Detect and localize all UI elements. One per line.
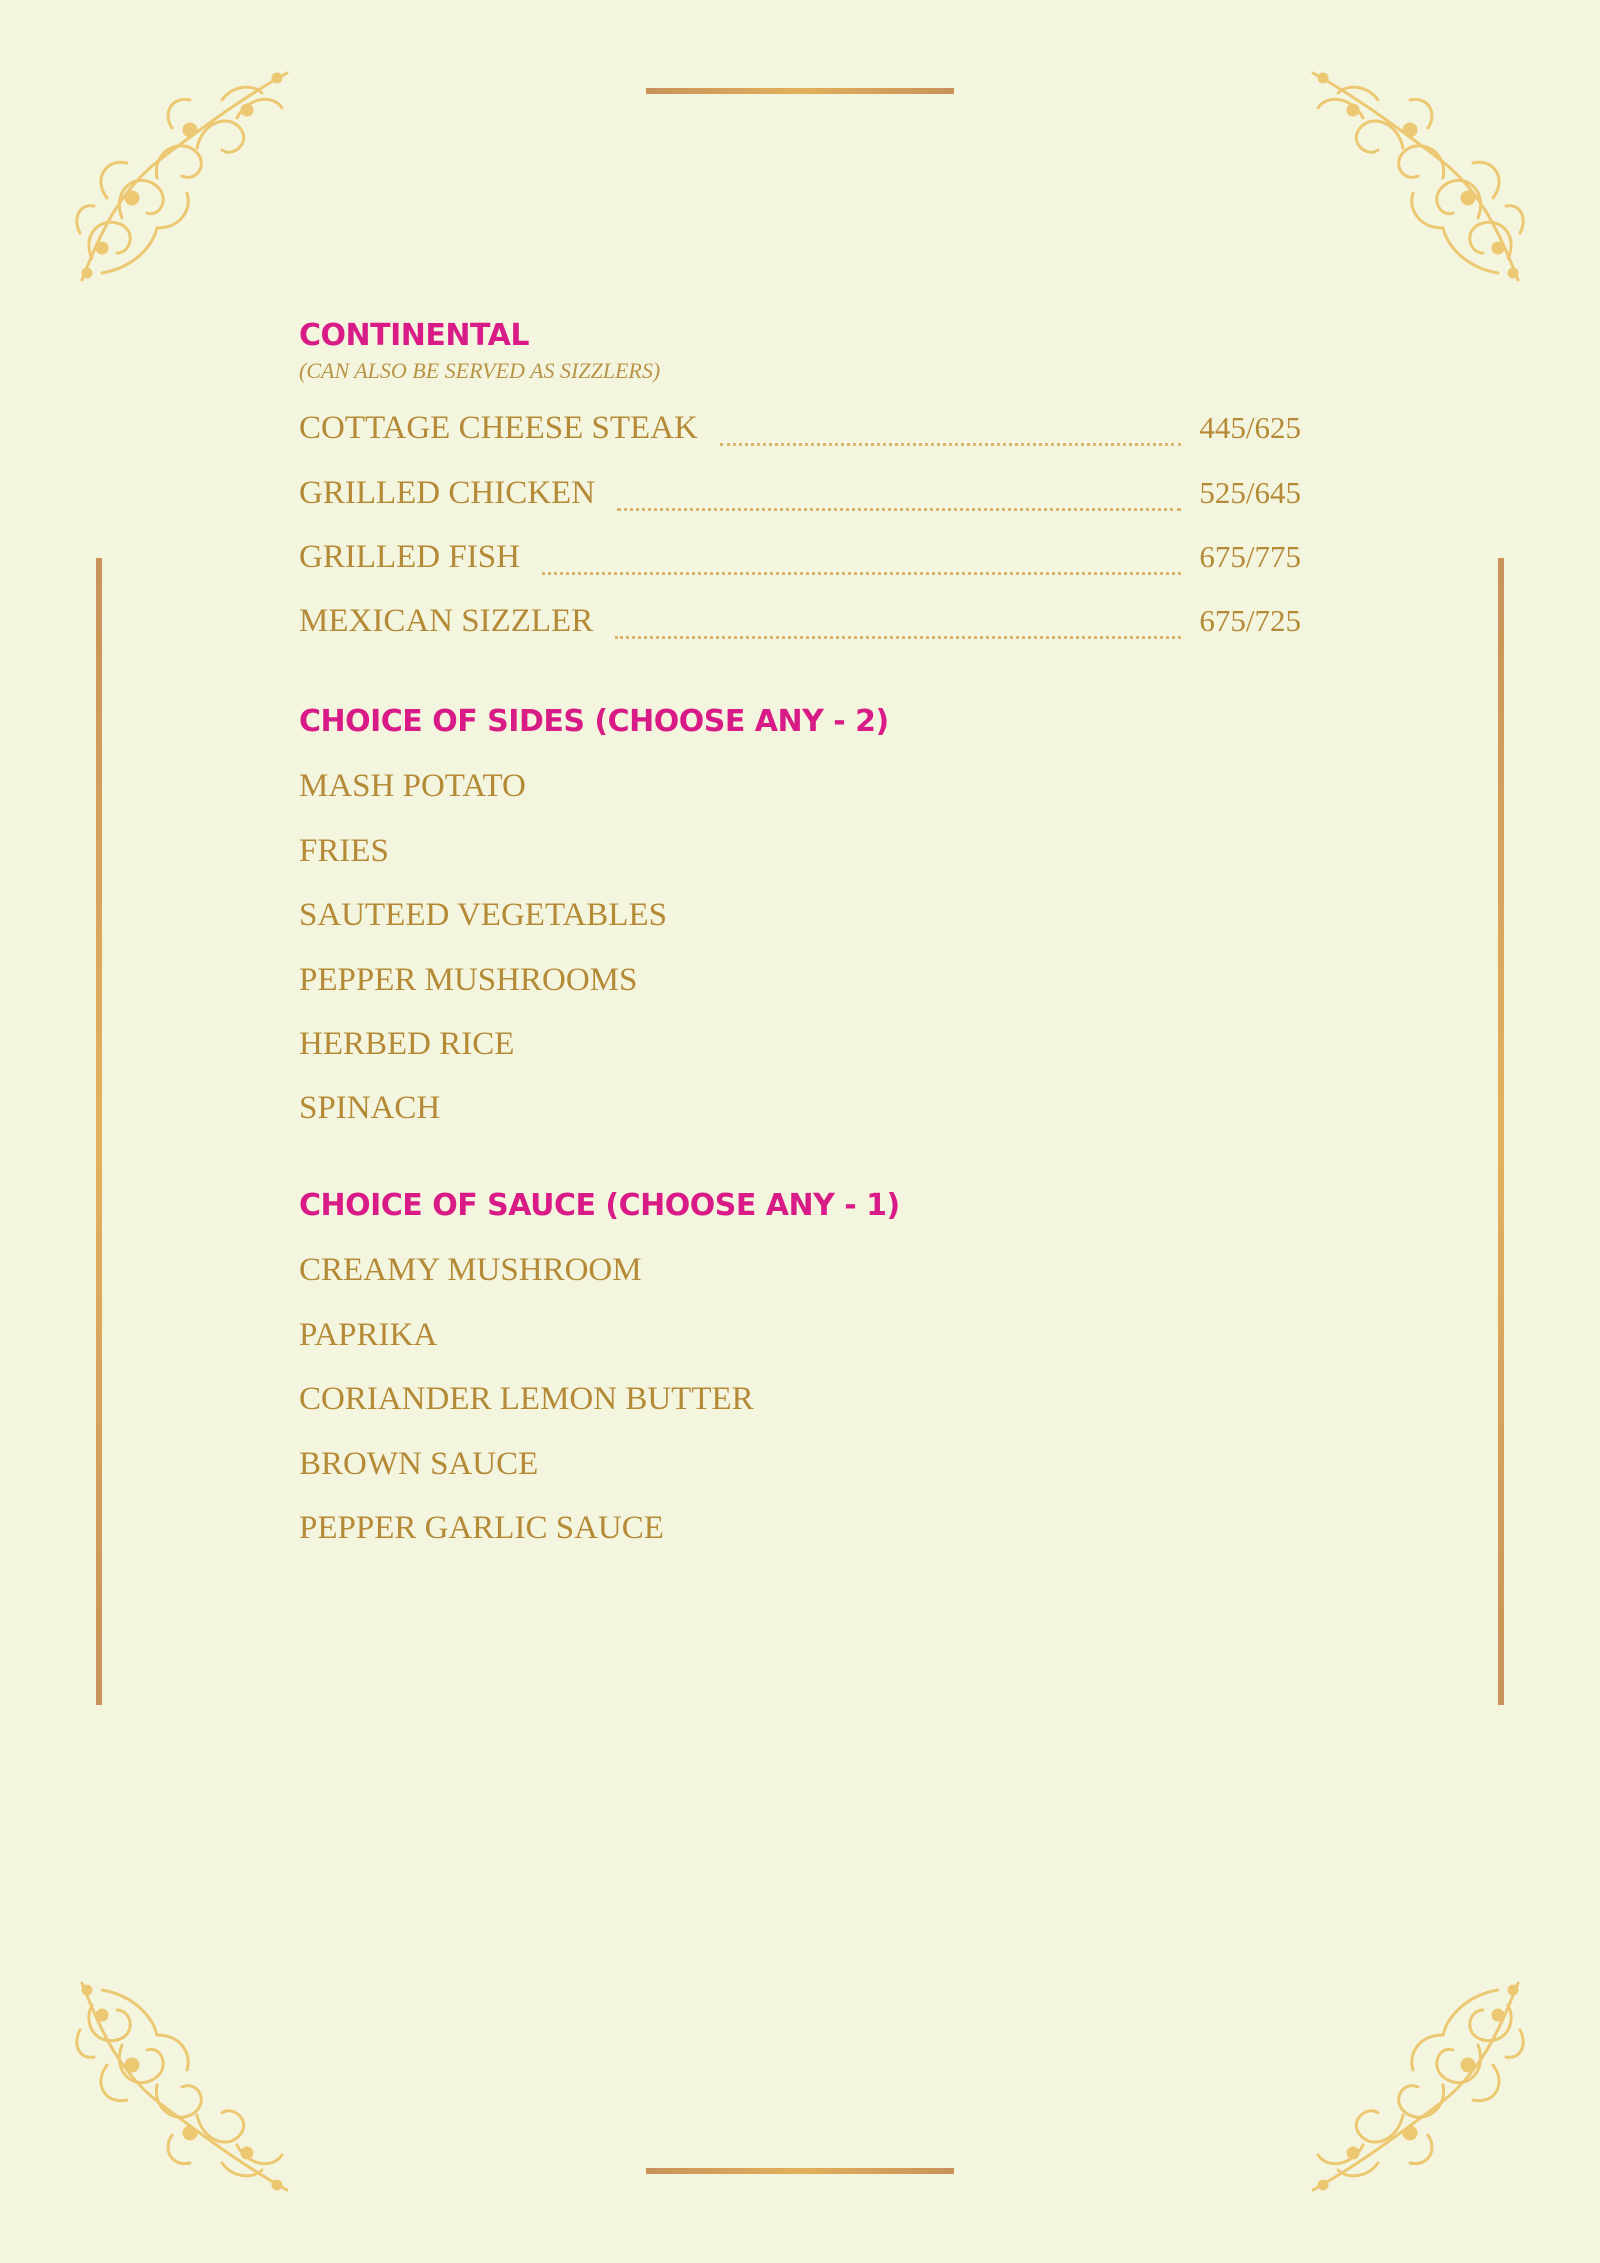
top-right-ornament-icon bbox=[1308, 58, 1538, 288]
menu-item-name: MEXICAN SIZZLER bbox=[299, 603, 594, 639]
side-item: SAUTEED VEGETABLES bbox=[299, 897, 667, 933]
side-item: SPINACH bbox=[299, 1090, 441, 1126]
sauce-item: BROWN SAUCE bbox=[299, 1446, 539, 1482]
side-item: HERBED RICE bbox=[299, 1026, 515, 1062]
side-item: MASH POTATO bbox=[299, 768, 526, 804]
dotted-leader bbox=[542, 572, 1181, 575]
menu-item-row bbox=[299, 410, 1301, 456]
continental-heading: CONTINENTAL bbox=[299, 318, 529, 353]
menu-item-row bbox=[299, 475, 1301, 521]
menu-item-row bbox=[299, 539, 1301, 585]
dotted-leader bbox=[720, 443, 1182, 446]
top-left-ornament-icon bbox=[62, 58, 292, 288]
bottom-right-ornament-icon bbox=[1308, 1975, 1538, 2205]
sauce-item: CREAMY MUSHROOM bbox=[299, 1252, 642, 1288]
sides-heading: CHOICE OF SIDES (CHOOSE ANY - 2) bbox=[299, 704, 889, 739]
menu-item-name: GRILLED FISH bbox=[299, 539, 520, 575]
menu-item-price: 445/625 bbox=[1199, 410, 1301, 445]
menu-item-row bbox=[299, 603, 1301, 649]
menu-item-name: GRILLED CHICKEN bbox=[299, 475, 596, 511]
dotted-leader bbox=[617, 508, 1181, 511]
right-rule bbox=[1498, 558, 1504, 1705]
side-item: FRIES bbox=[299, 833, 389, 869]
side-item: PEPPER MUSHROOMS bbox=[299, 962, 638, 998]
sauce-heading: CHOICE OF SAUCE (CHOOSE ANY - 1) bbox=[299, 1188, 900, 1223]
left-rule bbox=[96, 558, 102, 1705]
menu-content bbox=[299, 0, 1301, 2263]
menu-item-price: 525/645 bbox=[1199, 475, 1301, 510]
menu-item-price: 675/775 bbox=[1199, 539, 1301, 574]
sauce-item: PAPRIKA bbox=[299, 1317, 438, 1353]
bottom-left-ornament-icon bbox=[62, 1975, 292, 2205]
menu-item-price: 675/725 bbox=[1199, 603, 1301, 638]
sauce-item: PEPPER GARLIC SAUCE bbox=[299, 1510, 664, 1546]
menu-item-name: COTTAGE CHEESE STEAK bbox=[299, 410, 698, 446]
continental-subtitle: (CAN ALSO BE SERVED AS SIZZLERS) bbox=[299, 358, 661, 383]
dotted-leader bbox=[615, 636, 1181, 639]
sauce-item: CORIANDER LEMON BUTTER bbox=[299, 1381, 754, 1417]
